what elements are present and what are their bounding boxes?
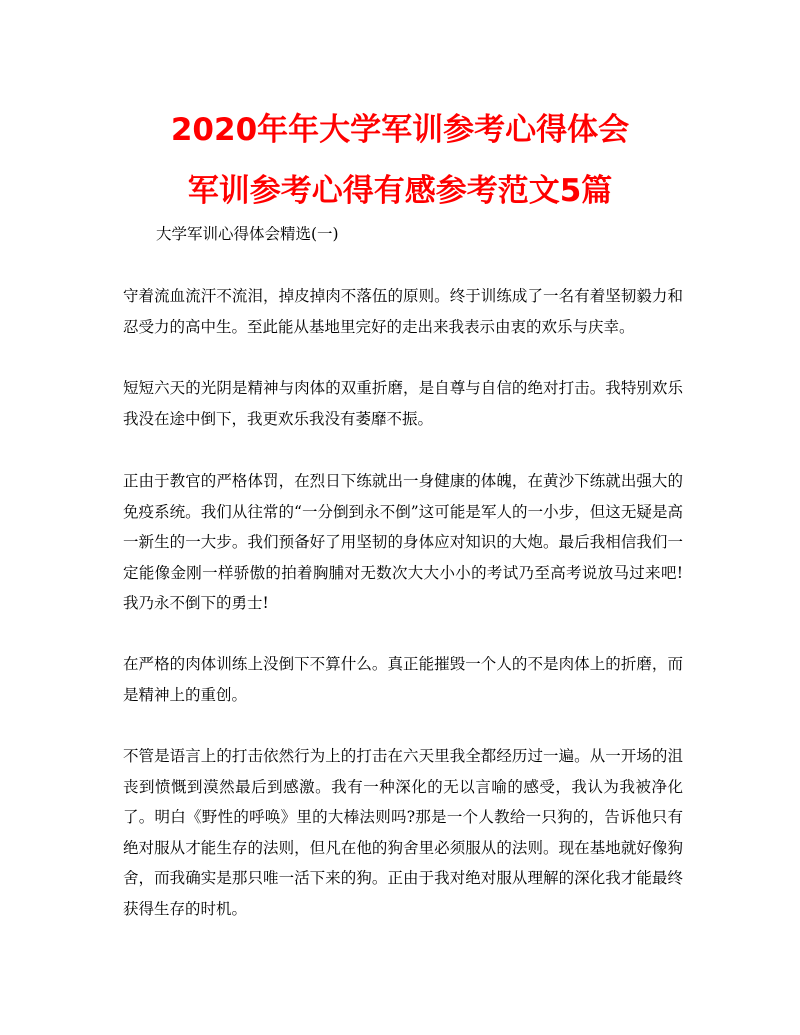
- section-subtitle: 大学军训心得体会精选(一): [156, 225, 339, 243]
- document-title-line-2: 军训参考心得有感参考范文5篇: [187, 173, 613, 209]
- paragraph-4: 在严格的肉体训练上没倒下不算什么。真正能摧毁一个人的不是肉体上的折磨，而是精神上的重创。: [123, 655, 683, 704]
- paragraph-5: 不管是语言上的打击依然行为上的打击在六天里我全都经历过一遍。从一开场的沮丧到愤慨到漠然最后到感激。我有一种深化的无以言喻的感受，我认为我被净化了。明白《野性的呼唤》里的大棒法则吗?那是一个人教给一只狗的，告诉他只有绝对服从才能生存的法则，但凡在他的狗舍里必须服从的法则。现在基地就好像狗舍，而我确实是那只唯一活下来的狗。正由于我对绝对服从理解的深化我才能最终获得生存的时机。: [123, 747, 683, 918]
- document-title-line-1: 2020年年大学军训参考心得体会: [170, 112, 630, 148]
- paragraph-1: 守着流血流汗不流泪，掉皮掉肉不落伍的原则。终于训练成了一名有着坚韧毅力和忍受力的高中生。至此能从基地里完好的走出来我表示由衷的欢乐与庆幸。: [123, 287, 683, 336]
- paragraph-3: 正由于教官的严格体罚，在烈日下练就出一身健康的体魄，在黄沙下练就出强大的免疫系统。我们从往常的“一分倒到永不倒”这可能是军人的一小步，但这无疑是高一新生的一大步。我们预备好了用坚韧的身体应对知识的大炮。最后我相信我们一定能像金刚一样骄傲的拍着胸脯对无数次大大小小的考试乃至高考说放马过来吧!我乃永不倒下的勇士!: [123, 472, 683, 612]
- paragraph-2: 短短六天的光阴是精神与肉体的双重折磨，是自尊与自信的绝对打击。我特别欢乐我没在途中倒下，我更欢乐我没有萎靡不振。: [123, 379, 683, 428]
